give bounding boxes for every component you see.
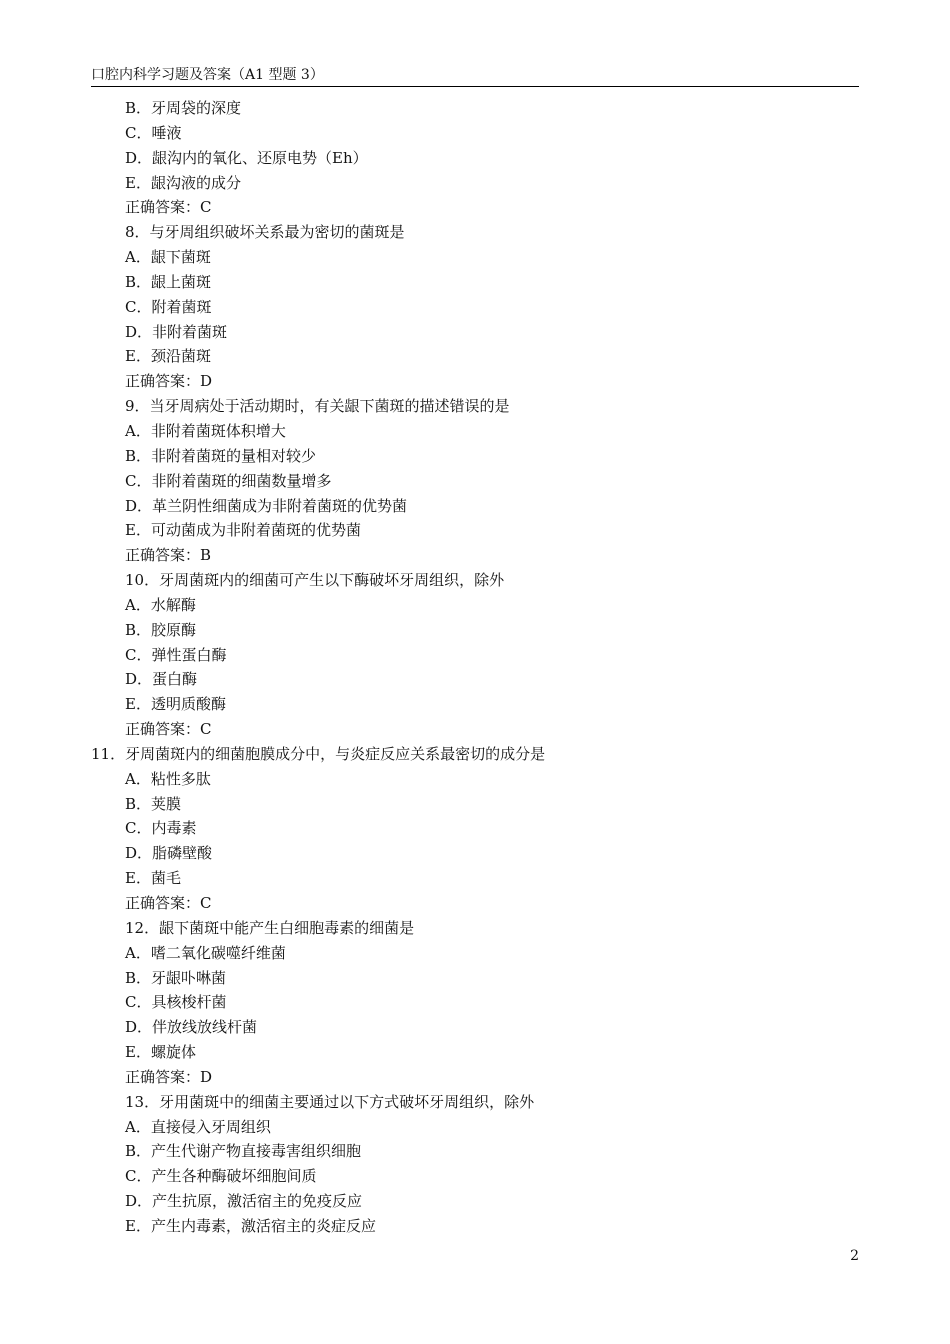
text-line: D．产生抗原，激活宿主的免疫反应 <box>125 1192 363 1211</box>
text-line: A．粘性多肽 <box>125 769 211 788</box>
text-line: D．非附着菌斑 <box>125 322 228 341</box>
text-line: E．颈沿菌斑 <box>125 347 211 366</box>
text-line: D．脂磷壁酸 <box>125 844 213 863</box>
text-line: B．非附着菌斑的量相对较少 <box>125 446 317 465</box>
text-line: E．透明质酸酶 <box>125 695 226 714</box>
text-line: D．革兰阴性细菌成为非附着菌斑的优势菌 <box>125 496 408 515</box>
text-line: C．弹性蛋白酶 <box>125 645 227 664</box>
text-line: C．内毒素 <box>125 819 197 838</box>
text-line: 正确答案：C <box>125 198 212 217</box>
document-title: 口腔内科学习题及答案（A1 型题 3） <box>91 67 324 83</box>
text-line: B．荚膜 <box>125 794 182 813</box>
text-line: A．非附着菌斑体积增大 <box>125 421 286 440</box>
text-line: B．牙龈卟啉菌 <box>125 968 227 987</box>
text-line: B．龈上菌斑 <box>125 272 212 291</box>
text-line: 正确答案：D <box>125 1067 213 1086</box>
text-line: C．附着菌斑 <box>125 297 212 316</box>
text-line: A．水解酶 <box>125 595 196 614</box>
text-line: 10．牙周菌斑内的细菌可产生以下酶破坏牙周组织，除外 <box>125 571 505 590</box>
text-line: 12．龈下菌斑中能产生白细胞毒素的细菌是 <box>125 918 415 937</box>
document-body <box>91 96 859 1239</box>
text-line: D．蛋白酶 <box>125 670 198 689</box>
text-line: 13．牙用菌斑中的细菌主要通过以下方式破坏牙周组织，除外 <box>125 1092 535 1111</box>
text-line: E．龈沟液的成分 <box>125 173 241 192</box>
text-line: E．螺旋体 <box>125 1043 196 1062</box>
text-line: C．非附着菌斑的细菌数量增多 <box>125 471 332 490</box>
text-line: A．龈下菌斑 <box>125 248 211 267</box>
text-line: E．可动菌成为非附着菌斑的优势菌 <box>125 521 361 540</box>
text-line: 8．与牙周组织破坏关系最为密切的菌斑是 <box>125 223 405 242</box>
text-line: A．嗜二氧化碳噬纤维菌 <box>125 943 286 962</box>
page-header <box>91 66 859 87</box>
text-line: C．唾液 <box>125 123 182 142</box>
text-line: C．具核梭杆菌 <box>125 993 227 1012</box>
text-line: B．牙周袋的深度 <box>125 99 242 117</box>
text-line: 正确答案：D <box>125 372 213 391</box>
text-line: E．产生内毒素，激活宿主的炎症反应 <box>125 1216 376 1235</box>
text-line: 11．牙周菌斑内的细菌胞膜成分中，与炎症反应关系最密切的成分是 <box>91 744 546 763</box>
text-line: E．菌毛 <box>125 869 181 888</box>
text-line: A．直接侵入牙周组织 <box>125 1117 271 1136</box>
text-line: 正确答案：B <box>125 546 212 565</box>
text-line: D．伴放线放线杆菌 <box>125 1018 258 1037</box>
text-line: 正确答案：C <box>125 894 212 912</box>
text-line: 9．当牙周病处于活动期时，有关龈下菌斑的描述错误的是 <box>125 397 510 416</box>
text-line: B．胶原酶 <box>125 620 197 639</box>
page-number: 2 <box>850 1248 859 1264</box>
text-line: D．龈沟内的氧化、还原电势（Eh） <box>125 148 368 167</box>
text-line: C．产生各种酶破坏细胞间质 <box>125 1167 317 1186</box>
text-line: B．产生代谢产物直接毒害组织细胞 <box>125 1142 362 1161</box>
text-line: 正确答案：C <box>125 720 212 739</box>
